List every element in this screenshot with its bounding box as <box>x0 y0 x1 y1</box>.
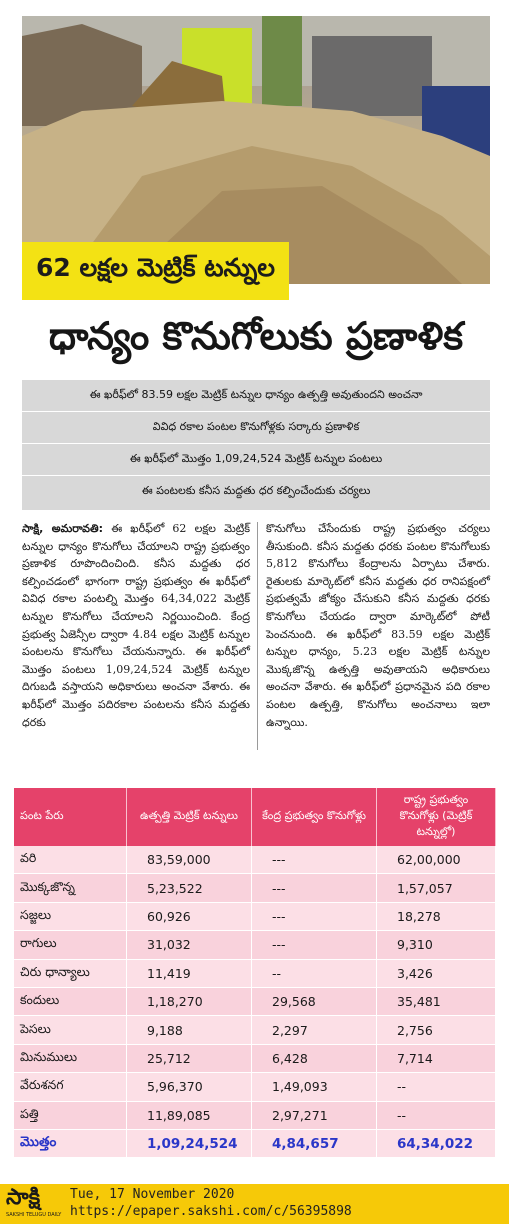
production-value: 5,23,522 <box>127 874 252 902</box>
central-purchase-value: --- <box>252 846 377 874</box>
table-row <box>14 846 496 874</box>
column-header: ఉత్పత్తి మెట్రిక్ టన్నులు <box>127 788 252 846</box>
production-value: 5,96,370 <box>127 1073 252 1101</box>
central-purchase-value: 2,97,271 <box>252 1101 377 1129</box>
crop-name: మొక్కజొన్న <box>14 874 127 902</box>
central-purchase-value: 1,49,093 <box>252 1073 377 1101</box>
state-purchase-value: 7,714 <box>377 1044 496 1072</box>
table-row <box>14 1044 496 1072</box>
column-header: రాష్ట్ర ప్రభుత్వం కొనుగోళ్లు (మెట్రిక్ టన్నుల్లో) <box>377 788 496 846</box>
state-purchase-value: 2,756 <box>377 1016 496 1044</box>
crop-name: వేరుశనగ <box>14 1073 127 1101</box>
logo-wordmark: సాక్షి <box>6 1185 41 1210</box>
crop-procurement-table <box>14 788 496 1158</box>
total-label: మొత్తం <box>14 1129 127 1157</box>
column-header: కేంద్ర ప్రభుత్వం కొనుగోళ్లు <box>252 788 377 846</box>
production-value: 1,18,270 <box>127 987 252 1015</box>
production-value: 60,926 <box>127 902 252 930</box>
table-row <box>14 931 496 959</box>
central-purchase-value: --- <box>252 931 377 959</box>
sakshi-logo <box>6 1186 62 1222</box>
crop-name: కందులు <box>14 987 127 1015</box>
epaper-link[interactable]: https://epaper.sakshi.com/c/56395898 <box>70 1204 352 1219</box>
kicker-text: 62 లక్షల మెట్రిక్ టన్నుల <box>36 253 275 282</box>
production-value: 83,59,000 <box>127 846 252 874</box>
column-divider <box>257 522 258 750</box>
table-row <box>14 902 496 930</box>
central-purchase-value: 6,428 <box>252 1044 377 1072</box>
state-purchase-value: 35,481 <box>377 987 496 1015</box>
state-purchase-value: 62,00,000 <box>377 846 496 874</box>
article-body-column-2 <box>266 520 490 731</box>
table-row <box>14 1073 496 1101</box>
state-purchase-value: 3,426 <box>377 959 496 987</box>
highlight-item: ఈ పంటలకు కనీస మద్దతు ధర కల్పించేందుకు చర్యలు <box>141 484 371 497</box>
state-purchase-value: -- <box>377 1101 496 1129</box>
state-purchase-value: -- <box>377 1073 496 1101</box>
total-central-purchase: 4,84,657 <box>252 1129 377 1157</box>
production-value: 11,419 <box>127 959 252 987</box>
central-purchase-value: -- <box>252 959 377 987</box>
highlight-item: ఈ ఖరీఫ్‌లో 83.59 లక్షల మెట్రిక్ టన్నుల ధాన్యం ఉత్పత్తి అవుతుందని అంచనా <box>22 380 490 412</box>
kicker-banner <box>22 242 289 300</box>
headline: ధాన్యం కొనుగోలుకు ప్రణాళిక <box>48 314 464 358</box>
crop-name: మినుములు <box>14 1044 127 1072</box>
table-header-row <box>14 788 496 846</box>
production-value: 11,89,085 <box>127 1101 252 1129</box>
state-purchase-value: 18,278 <box>377 902 496 930</box>
table-row <box>14 1101 496 1129</box>
table-total-row <box>14 1129 496 1157</box>
dateline: సాక్షి, అమరావతి: <box>22 522 103 535</box>
highlight-item: వివిధ రకాల పంటల కొనుగోళ్లకు సర్కారు ప్రణాళిక <box>22 412 490 444</box>
table-row <box>14 874 496 902</box>
total-state-purchase: 64,34,022 <box>377 1129 496 1157</box>
state-purchase-value: 9,310 <box>377 931 496 959</box>
production-value: 25,712 <box>127 1044 252 1072</box>
crop-name: చిరు ధాన్యాలు <box>14 959 127 987</box>
highlight-item: ఈ ఖరీఫ్‌లో మొత్తం 1,09,24,524 మెట్రిక్ టన్నుల పంటలు <box>22 444 490 476</box>
edition-date: Tue, 17 November 2020 <box>70 1187 235 1202</box>
central-purchase-value: --- <box>252 902 377 930</box>
crop-name: పెసలు <box>14 1016 127 1044</box>
article-body-column-1 <box>22 520 250 731</box>
table-row <box>14 1016 496 1044</box>
crop-name: సజ్జలు <box>14 902 127 930</box>
central-purchase-value: --- <box>252 874 377 902</box>
crop-name: పత్తి <box>14 1101 127 1129</box>
body-text: ఈ ఖరీఫ్‌లో 62 లక్షల మెట్రిక్ టన్నుల ధాన్యం కొనుగోలు చేయాలని రాష్ట్ర ప్రభుత్వం ప్రణాళిక రూపొందించింది. కనీస మద్దతు ధర కల్పించడంలో భాగంగా రాష్ట్ర ప్రభుత్వం ఈ ఖరీఫ్‌లో వివిధ రకాల పంటల్ని మొత్తం 64,34,022 మెట్రిక్ టన్నుల కొనుగోలు చేయాలని నిర్ణయించింది. కేంద్ర ప్రభుత్వ ఏజెన్సీల ద్వారా 4.84 లక్షల మెట్రిక్ టన్నుల పంటలను కొనుగోలు చేయనున్నారు. ఈ ఖరీఫ్‌లో మొత్తం పంటలు 1,09,24,524 మెట్రిక్ టన్నుల దిగుబడి వస్తాయని అధికారులు అంచనా వేశారు. ఈ ఖరీఫ్‌లో మొత్తం పదిరకాల పంటలను కనీస మద్దతు ధరకు <box>22 522 250 729</box>
crop-name: వరి <box>14 846 127 874</box>
state-purchase-value: 1,57,057 <box>377 874 496 902</box>
table-row <box>14 959 496 987</box>
production-value: 31,032 <box>127 931 252 959</box>
central-purchase-value: 29,568 <box>252 987 377 1015</box>
central-purchase-value: 2,297 <box>252 1016 377 1044</box>
crop-name: రాగులు <box>14 931 127 959</box>
table-row <box>14 987 496 1015</box>
total-production: 1,09,24,524 <box>127 1129 252 1157</box>
highlights-box <box>22 380 490 510</box>
logo-tagline: SAKSHI TELUGU DAILY <box>6 1212 62 1218</box>
production-value: 9,188 <box>127 1016 252 1044</box>
column-header: పంట పేరు <box>14 788 127 846</box>
body-text: కొనుగోలు చేసేందుకు రాష్ట్ర ప్రభుత్వం చర్యలు తీసుకుంది. కనీస మద్దతు ధరకు పంటల కొనుగోలుకు 5,812 కొనుగోలు కేంద్రాలను ఏర్పాటు చేశారు. రైతులకు మార్కెట్‌లో కనీస మద్దతు ధర రానిపక్షంలో ప్రభుత్వమే జోక్యం చేసుకుని కనీస మద్దతు ధరకు కొనుగోలు చేయడం ద్వారా మార్కెట్‌లో పోటీ పెంచనుంది. ఈ ఖరీఫ్‌లో 83.59 లక్షల మెట్రిక్ టన్నుల ధాన్యం, 5.23 లక్షల మెట్రిక్ టన్నుల మొక్కజొన్న ఉత్పత్తి అవుతాయని అధికారులు అంచనా వేశారు. ఈ ఖరీఫ్‌లో ప్రధానమైన పది రకాల పంటల ఉత్పత్తి, కొనుగోలు అంచనాలు ఇలా ఉన్నాయి. <box>266 522 490 729</box>
